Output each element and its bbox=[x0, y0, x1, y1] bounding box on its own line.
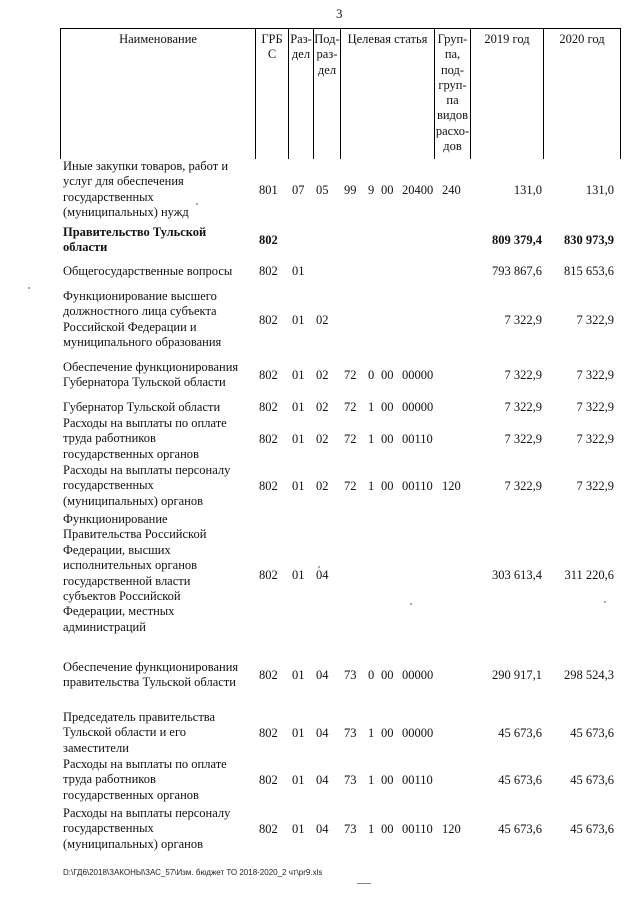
cell-2019: 809 379,4 bbox=[492, 233, 542, 247]
cell-razdel: 01 bbox=[292, 668, 305, 682]
cell-razdel: 07 bbox=[292, 183, 305, 197]
cell-2019: 7 322,9 bbox=[504, 313, 542, 327]
cell-expense-group: 240 bbox=[442, 183, 461, 197]
cell-target-program: 72 bbox=[344, 479, 357, 493]
cell-target-subprogram: 1 bbox=[368, 432, 375, 446]
cell-podrazdel: 02 bbox=[316, 313, 329, 327]
file-path-footer: D:\ГД6\2018\ЗАКОНЫ\ЗАС_57\Изм. бюджет ТО 2018-2020_2 чт\pr9.xls bbox=[63, 868, 323, 877]
cell-podrazdel: 04 bbox=[316, 726, 329, 740]
cell-target-direction: 00 bbox=[381, 822, 394, 836]
cell-target-code: 00110 bbox=[402, 432, 433, 446]
cell-2020: 7 322,9 bbox=[576, 479, 614, 493]
row-name: Расходы на выплаты персоналу государственных (муниципальных) органов bbox=[63, 463, 231, 508]
row-name: Функционирование Правительства Российской Федерации, высших исполнительных органов государственной власти субъектов Российской Федерации, местных администраций bbox=[63, 512, 207, 634]
header-expense-group: Груп- па, под- груп- па видов расхо- дов bbox=[435, 29, 471, 159]
cell-grbs: 802 bbox=[259, 264, 278, 278]
header-name: Наименование bbox=[61, 29, 256, 159]
cell-target-direction: 00 bbox=[381, 773, 394, 787]
cell-grbs: 802 bbox=[259, 822, 278, 836]
header-target-article: Целевая статья bbox=[341, 29, 435, 159]
header-2019: 2019 год bbox=[471, 29, 544, 159]
cell-target-subprogram: 0 bbox=[368, 668, 375, 682]
row-name: Расходы на выплаты персоналу государственных (муниципальных) органов bbox=[63, 806, 231, 851]
cell-podrazdel: 05 bbox=[316, 183, 329, 197]
cell-target-code: 00000 bbox=[402, 726, 434, 740]
cell-podrazdel: 04 bbox=[316, 668, 329, 682]
cell-target-program: 73 bbox=[344, 726, 357, 740]
scan-speck bbox=[604, 601, 606, 603]
cell-2020: 815 653,6 bbox=[564, 264, 614, 278]
cell-2019: 7 322,9 bbox=[504, 432, 542, 446]
cell-grbs: 802 bbox=[259, 668, 278, 682]
table-header bbox=[60, 28, 621, 159]
cell-razdel: 01 bbox=[292, 313, 305, 327]
cell-razdel: 01 bbox=[292, 773, 305, 787]
cell-target-code: 00110 bbox=[402, 822, 433, 836]
cell-2019: 7 322,9 bbox=[504, 479, 542, 493]
cell-razdel: 01 bbox=[292, 432, 305, 446]
cell-2019: 131,0 bbox=[513, 183, 542, 197]
cell-target-subprogram: 1 bbox=[368, 726, 375, 740]
cell-target-direction: 00 bbox=[381, 183, 394, 197]
cell-target-subprogram: 1 bbox=[368, 400, 375, 414]
row-name: Общегосударственные вопросы bbox=[63, 264, 233, 278]
cell-2019: 290 917,1 bbox=[492, 668, 542, 682]
cell-target-direction: 00 bbox=[381, 479, 394, 493]
cell-grbs: 802 bbox=[259, 568, 278, 582]
row-name: Обеспечение функционирования Губернатора Тульской области bbox=[63, 360, 239, 390]
cell-2019: 45 673,6 bbox=[498, 726, 542, 740]
cell-target-subprogram: 1 bbox=[368, 822, 375, 836]
cell-2020: 7 322,9 bbox=[576, 400, 614, 414]
cell-razdel: 01 bbox=[292, 726, 305, 740]
cell-target-subprogram: 9 bbox=[368, 183, 375, 197]
cell-2020: 7 322,9 bbox=[576, 313, 614, 327]
cell-2020: 45 673,6 bbox=[570, 822, 614, 836]
scan-speck bbox=[357, 883, 371, 884]
scan-speck bbox=[410, 603, 412, 605]
cell-2020: 7 322,9 bbox=[576, 368, 614, 382]
header-podrazdel: Под- раз- дел bbox=[314, 29, 341, 159]
cell-2020: 298 524,3 bbox=[564, 668, 614, 682]
cell-2019: 7 322,9 bbox=[504, 368, 542, 382]
cell-2020: 45 673,6 bbox=[570, 773, 614, 787]
cell-target-program: 72 bbox=[344, 368, 357, 382]
cell-razdel: 01 bbox=[292, 368, 305, 382]
cell-target-program: 73 bbox=[344, 668, 357, 682]
cell-target-direction: 00 bbox=[381, 726, 394, 740]
scan-speck bbox=[196, 203, 198, 205]
cell-target-program: 72 bbox=[344, 400, 357, 414]
cell-podrazdel: 04 bbox=[316, 568, 329, 582]
cell-2020: 830 973,9 bbox=[564, 233, 614, 247]
cell-grbs: 802 bbox=[259, 726, 278, 740]
cell-target-code: 00000 bbox=[402, 400, 434, 414]
cell-2020: 45 673,6 bbox=[570, 726, 614, 740]
cell-grbs: 802 bbox=[259, 400, 278, 414]
page-number: 3 bbox=[336, 6, 343, 21]
cell-2019: 45 673,6 bbox=[498, 822, 542, 836]
cell-razdel: 01 bbox=[292, 264, 305, 278]
cell-podrazdel: 04 bbox=[316, 822, 329, 836]
cell-podrazdel: 02 bbox=[316, 400, 329, 414]
cell-target-program: 73 bbox=[344, 773, 357, 787]
cell-target-subprogram: 0 bbox=[368, 368, 375, 382]
cell-razdel: 01 bbox=[292, 479, 305, 493]
row-name: Иные закупки товаров, работ и услуг для обеспечения государственных (муниципальных) нужд bbox=[63, 159, 229, 220]
cell-razdel: 01 bbox=[292, 568, 305, 582]
cell-grbs: 802 bbox=[259, 368, 278, 382]
cell-2019: 45 673,6 bbox=[498, 773, 542, 787]
cell-2020: 7 322,9 bbox=[576, 432, 614, 446]
cell-target-code: 00000 bbox=[402, 668, 434, 682]
cell-grbs: 801 bbox=[259, 183, 278, 197]
cell-razdel: 01 bbox=[292, 822, 305, 836]
cell-target-code: 00000 bbox=[402, 368, 434, 382]
cell-target-direction: 00 bbox=[381, 400, 394, 414]
cell-razdel: 01 bbox=[292, 400, 305, 414]
row-name: Правительство Тульской области bbox=[63, 225, 207, 255]
cell-podrazdel: 02 bbox=[316, 479, 329, 493]
cell-podrazdel: 02 bbox=[316, 432, 329, 446]
cell-podrazdel: 04 bbox=[316, 773, 329, 787]
scan-speck bbox=[28, 287, 30, 289]
cell-grbs: 802 bbox=[259, 313, 278, 327]
cell-target-direction: 00 bbox=[381, 668, 394, 682]
cell-target-direction: 00 bbox=[381, 368, 394, 382]
cell-podrazdel: 02 bbox=[316, 368, 329, 382]
header-grbs bbox=[256, 29, 289, 159]
cell-2019: 7 322,9 bbox=[504, 400, 542, 414]
cell-2019: 303 613,4 bbox=[492, 568, 542, 582]
header-2020: 2020 год bbox=[559, 32, 605, 46]
cell-grbs: 802 bbox=[259, 233, 278, 247]
cell-grbs: 802 bbox=[259, 432, 278, 446]
cell-target-program: 73 bbox=[344, 822, 357, 836]
cell-2019: 793 867,6 bbox=[492, 264, 542, 278]
cell-2020: 311 220,6 bbox=[564, 568, 614, 582]
cell-expense-group: 120 bbox=[442, 822, 461, 836]
row-name: Обеспечение функционирования правительства Тульской области bbox=[63, 660, 239, 690]
cell-target-subprogram: 1 bbox=[368, 479, 375, 493]
cell-expense-group: 120 bbox=[442, 479, 461, 493]
scan-speck bbox=[318, 566, 320, 568]
row-name: Расходы на выплаты по оплате труда работников государственных органов bbox=[63, 757, 227, 802]
cell-target-code: 20400 bbox=[402, 183, 434, 197]
row-name: Губернатор Тульской области bbox=[63, 400, 221, 414]
cell-target-program: 72 bbox=[344, 432, 357, 446]
cell-target-direction: 00 bbox=[381, 432, 394, 446]
cell-target-code: 00110 bbox=[402, 773, 433, 787]
cell-grbs: 802 bbox=[259, 479, 278, 493]
row-name: Расходы на выплаты по оплате труда работников государственных органов bbox=[63, 416, 227, 461]
cell-2020: 131,0 bbox=[585, 183, 614, 197]
cell-target-program: 99 bbox=[344, 183, 357, 197]
cell-target-code: 00110 bbox=[402, 479, 433, 493]
row-name: Функционирование высшего должностного лица субъекта Российской Федерации и муниципального образования bbox=[63, 289, 222, 350]
row-name: Председатель правительства Тульской области и его заместители bbox=[63, 710, 216, 755]
cell-target-subprogram: 1 bbox=[368, 773, 375, 787]
header-grbs-lines: ГРБ С bbox=[261, 32, 283, 62]
header-razdel: Раз- дел bbox=[289, 29, 314, 159]
cell-grbs: 802 bbox=[259, 773, 278, 787]
